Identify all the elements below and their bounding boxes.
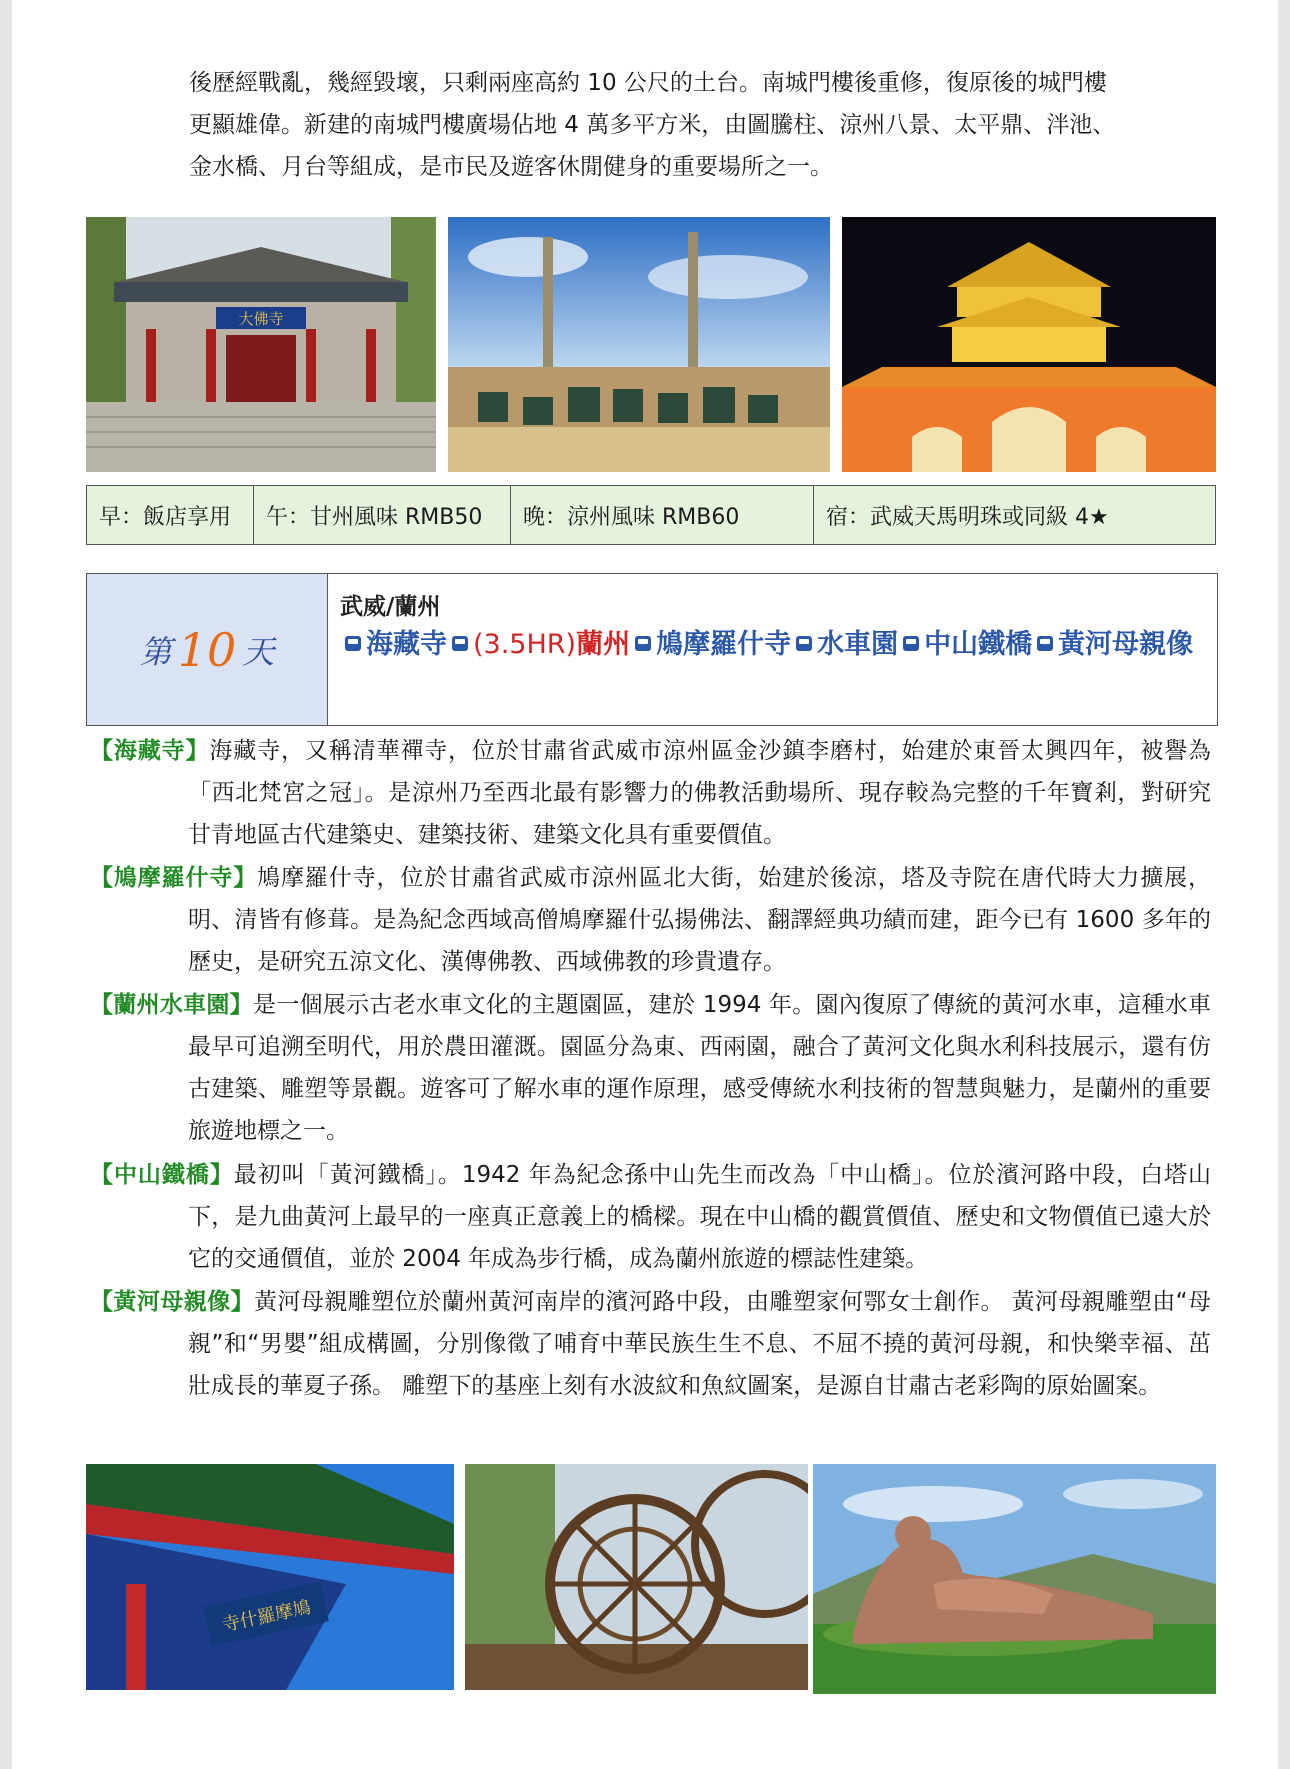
photo-temple-arch — [86, 1464, 454, 1690]
bus-icon — [1036, 636, 1054, 654]
section-yellow-river-mother — [90, 1281, 1211, 1407]
document-page — [12, 0, 1278, 1769]
temple-sign-text: 寺什羅摩鳩 — [220, 1596, 313, 1637]
day-number: 10 — [177, 622, 237, 677]
meal-hotel: 宿：武威天馬明珠或同級 4★ — [826, 504, 1109, 530]
section-body: 海藏寺，又稱清華禪寺，位於甘肅省武威市涼州區金沙鎮李磨村，始建於東晉太興四年，被譽為「西北梵宮之冠」。是涼州乃至西北最有影響力的佛教活動場所、現存較為完整的千年寶剎，對研究甘青地區古代建築史、建築技術、建築文化具有重要價值。 — [188, 738, 1212, 848]
route-stop: 中山鐵橋 — [924, 629, 1033, 660]
section-title: 【中山鐵橋】 — [90, 1162, 234, 1188]
bus-icon — [902, 636, 920, 654]
section-title: 【鳩摩羅什寺】 — [90, 865, 258, 891]
section-title: 【黃河母親像】 — [90, 1289, 255, 1315]
route-name: 武威/蘭州 — [340, 594, 441, 620]
meal-bar — [86, 485, 1216, 545]
route-stop: 鳩摩羅什寺 — [656, 629, 792, 660]
photo-bronze-horses — [448, 217, 830, 472]
section-body: 黃河母親雕塑位於蘭州黃河南岸的濱河路中段，由雕塑家何鄂女士創作。 黃河母親雕塑由“母親”和“男嬰”組成構圖，分別像徵了哺育中華民族生生不息、不屈不撓的黃河母親，和快樂幸福、茁壯成長的華夏子孫。 雕塑下的基座上刻有水波紋和魚紋圖案，是源自甘肅古老彩陶的原始圖案。 — [188, 1289, 1211, 1399]
bus-icon — [451, 636, 469, 654]
route-stop: 蘭州 — [576, 629, 631, 660]
section-body: 最初叫「黃河鐵橋」。1942 年為紀念孫中山先生而改為「中山橋」。位於濱河路中段，白塔山下，是九曲黃河上最早的一座真正意義上的橋樑。現在中山橋的觀賞價值、歷史和文物價值已遠大於它的交通價值，並於 2004 年成為步行橋，成為蘭州旅遊的標誌性建築。 — [188, 1162, 1211, 1272]
route-stop: 黃河母親像 — [1058, 629, 1194, 660]
section-kumarajiva-temple — [90, 857, 1211, 983]
day-route-info — [328, 574, 1217, 725]
photo-temple-gate — [86, 217, 436, 472]
section-body: 是一個展示古老水車文化的主題園區，建於 1994 年。園內復原了傳統的黃河水車，這種水車最早可追溯至明代，用於農田灌溉。園區分為東、西兩園，融合了黃河文化與水利科技展示，還有仿古建築、雕塑等景觀。遊客可了解水車的運作原理，感受傳統水利技術的智慧與魅力，是蘭州的重要旅遊地標之一。 — [188, 992, 1212, 1144]
section-body: 鳩摩羅什寺，位於甘肅省武威市涼州區北大街，始建於後涼，塔及寺院在唐代時大力擴展，明、清皆有修葺。是為紀念西域高僧鳩摩羅什弘揚佛法、翻譯經典功績而建，距今已有 1600 多年的歷史，是研究五涼文化、漢傳佛教、西域佛教的珍貴遺存。 — [188, 865, 1212, 975]
bus-icon — [634, 636, 652, 654]
route-duration: (3.5HR) — [473, 629, 577, 660]
bus-icon — [344, 636, 362, 654]
route-stop: 水車園 — [817, 629, 899, 660]
gate-sign-text: 大佛寺 — [238, 310, 284, 328]
section-zhongshan-bridge — [90, 1154, 1211, 1280]
meal-dinner: 晚：涼州風味 RMB60 — [511, 486, 814, 544]
intro-line: 金水橋、月台等組成，是市民及遊客休閒健身的重要場所之一。 — [189, 154, 833, 180]
meal-breakfast: 早：飯店享用 — [87, 486, 254, 544]
photo-city-gate-night — [842, 217, 1216, 472]
intro-paragraph — [189, 62, 1211, 188]
day-prefix: 第 — [139, 632, 172, 671]
intro-line: 更顯雄偉。新建的南城門樓廣場佔地 4 萬多平方米，由圖騰柱、涼州八景、太平鼎、泮池、 — [189, 112, 1116, 138]
route-stop: 海藏寺 — [366, 629, 447, 660]
section-waterwheel-garden — [90, 984, 1211, 1152]
intro-line: 後歷經戰亂，幾經毀壞，只剩兩座高約 10 公尺的土台。南城門樓後重修，復原後的城門樓 — [189, 70, 1107, 96]
day-header — [86, 573, 1218, 726]
photo-waterwheel — [465, 1464, 808, 1690]
bus-icon — [795, 636, 813, 654]
route-stops — [340, 624, 1205, 666]
day-suffix: 天 — [242, 632, 275, 671]
photo-yellow-river-mother — [813, 1464, 1216, 1694]
meal-lunch: 午：甘州風味 RMB50 — [254, 486, 511, 544]
section-haizang-temple — [90, 730, 1211, 856]
section-title: 【蘭州水車園】 — [90, 992, 253, 1018]
section-title: 【海藏寺】 — [90, 738, 210, 764]
day-label — [87, 574, 328, 725]
